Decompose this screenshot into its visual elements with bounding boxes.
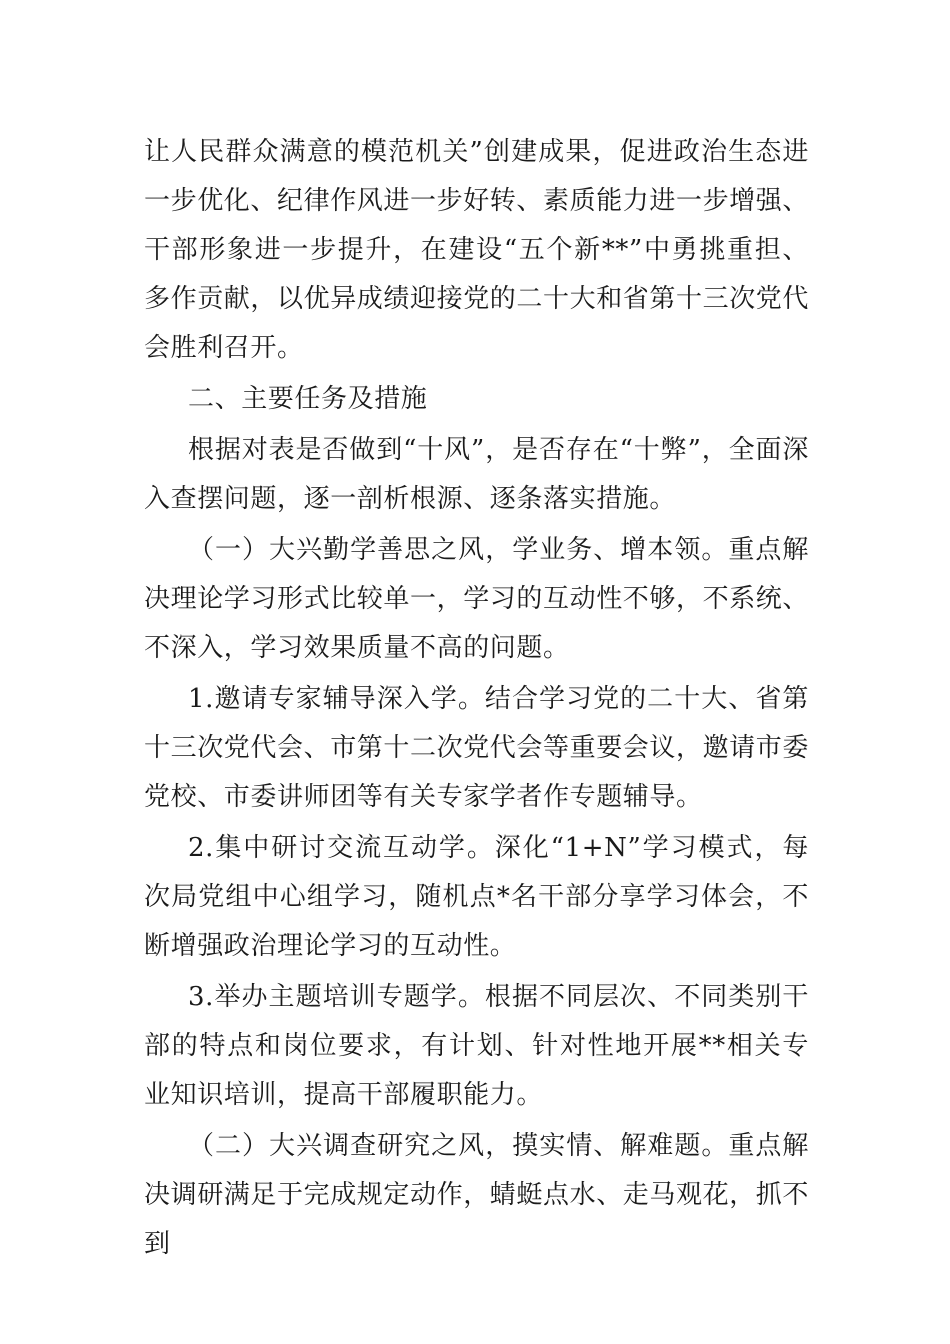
list-item-1: 1.邀请专家辅导深入学。结合学习党的二十大、省第十三次党代会、市第十二次党代会等重要会议，邀请市委党校、市委讲师团等有关专家学者作专题辅导。: [144, 684, 810, 812]
paragraph-intro: 根据对表是否做到“十风”，是否存在“十弊”，全面深入查摆问题，逐一剖析根源、逐条落实措施。: [144, 435, 809, 514]
list-item-3: 3.举办主题培训专题学。根据不同层次、不同类别干部的特点和岗位要求，有计划、针对性地开展**相关专业知识培训，提高干部履职能力。: [144, 982, 809, 1110]
paragraph-continuation: 让人民群众满意的模范机关”创建成果，促进政治生态进一步优化、纪律作风进一步好转、素质能力进一步增强、干部形象进一步提升，在建设“五个新**”中勇挑重担、多作贡献，以优异成绩迎接党的二十大和省第十三次党代会胜利召开。: [144, 137, 810, 363]
subsection-heading-study: （一）大兴勤学善思之风，学业务、增本领。重点解决理论学习形式比较单一，学习的互动性不够，不系统、不深入，学习效果质量不高的问题。: [144, 535, 810, 663]
subsection-heading-research: （二）大兴调查研究之风，摸实情、解难题。重点解决调研满足于完成规定动作，蜻蜓点水、走马观花，抓不到: [144, 1131, 810, 1259]
document-body: [144, 128, 809, 1271]
section-heading-main-tasks: 二、主要任务及措施: [188, 384, 428, 414]
list-item-2: 2.集中研讨交流互动学。深化“1+N”学习模式，每次局党组中心组学习，随机点*名干部分享学习体会，不断增强政治理论学习的互动性。: [144, 833, 809, 961]
